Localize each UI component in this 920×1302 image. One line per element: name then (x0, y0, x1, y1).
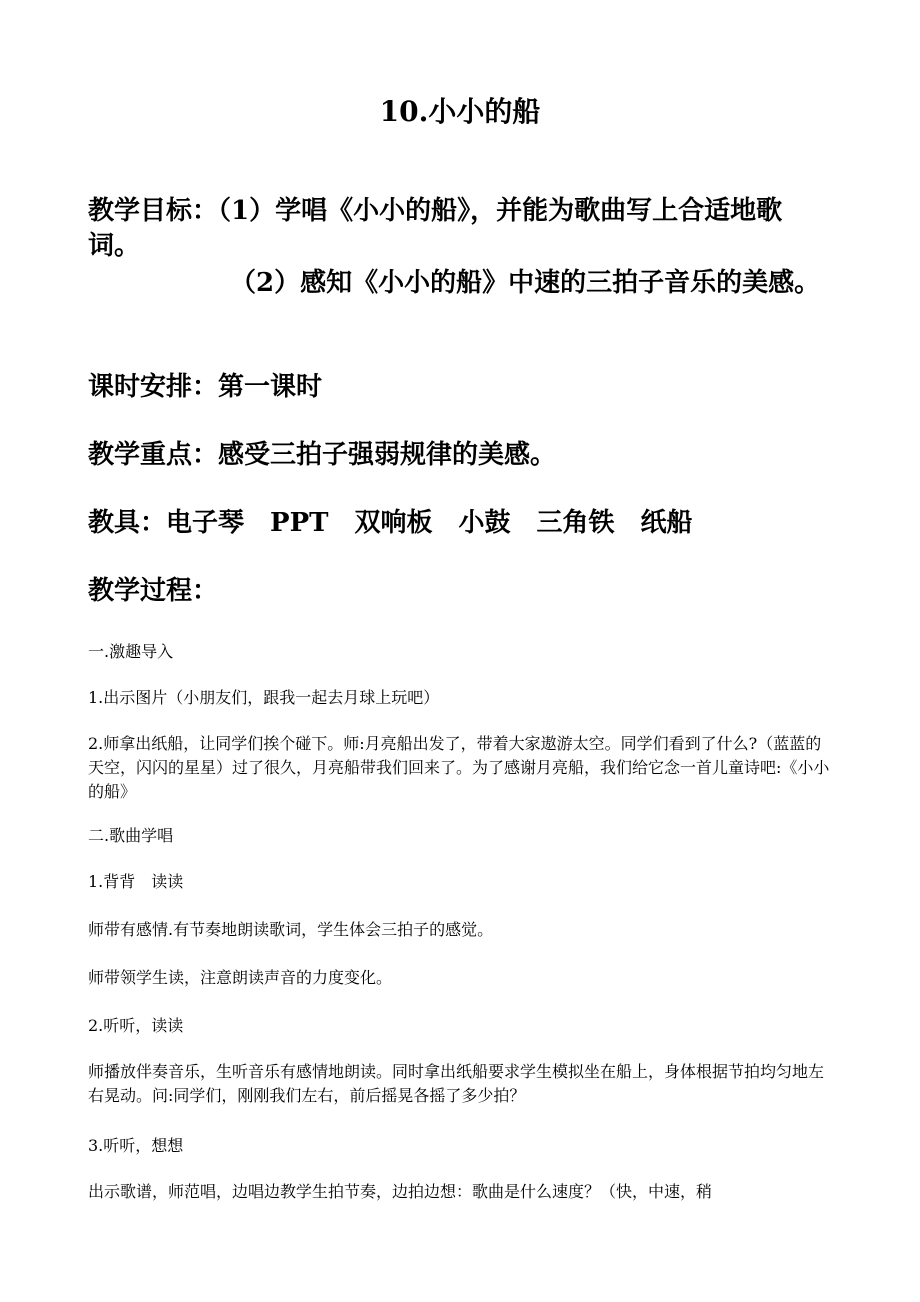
tool-item: 三角铁 (536, 508, 615, 538)
page-title: 10.小小的船 (379, 95, 541, 128)
schedule-line: 课时安排：第一课时 (88, 372, 323, 402)
step-label: 读读 (151, 872, 184, 891)
paragraph: 2.听听，读读 (88, 1016, 184, 1035)
tool-item: 小鼓 (458, 508, 511, 538)
step-label: 1.背背 (88, 872, 136, 891)
paragraph: 师带有感情.有节奏地朗读歌词，学生体会三拍子的感觉。 (88, 920, 494, 939)
paragraph: 出示歌谱，师范唱，边唱边教学生拍节奏，边拍边想：歌曲是什么速度？（快，中速，稍 (88, 1182, 713, 1201)
paragraph: 2.师拿出纸船，让同学们挨个碰下。师:月亮船出发了，带着大家遨游太空。同学们看到了什么?（蓝蓝的天空，闪闪的星星）过了很久，月亮船带我们回来了。为了感谢月亮船，我们给它念一首儿童诗吧:《小小的船》 (88, 734, 830, 801)
paragraph: 3.听听，想想 (88, 1136, 184, 1155)
section-heading: 一.激趣导入 (88, 642, 174, 661)
paragraph: 师播放伴奏音乐，生听音乐有感情地朗读。同时拿出纸船要求学生模拟坐在船上，身体根据节拍均匀地左右晃动。问:同学们，刚刚我们左右，前后摇晃各摇了多少拍？ (88, 1062, 825, 1105)
objective-2: （2）感知《小小的船》中速的三拍子音乐的美感。 (230, 268, 821, 298)
tool-item: 电子琴 (166, 508, 245, 538)
tools-line (88, 506, 832, 541)
objectives-label: 教学目标： (88, 196, 219, 226)
objective-1 (88, 194, 832, 264)
tool-item: PPT (270, 508, 329, 538)
tools-label: 教具： (88, 508, 167, 538)
keypoint-line: 教学重点：感受三拍子强弱规律的美感。 (88, 440, 557, 470)
paragraph (88, 870, 832, 894)
tool-item: 纸船 (640, 508, 693, 538)
paragraph: 师带领学生读，注意朗读声音的力度变化。 (88, 968, 393, 987)
tool-item: 双响板 (354, 508, 433, 538)
section-heading: 二.歌曲学唱 (88, 826, 174, 845)
paragraph: 1.出示图片（小朋友们，跟我一起去月球上玩吧） (88, 688, 440, 707)
process-heading: 教学过程： (88, 576, 219, 606)
objective-1-text: （1）学唱《小小的船》，并能为歌曲写上合适地歌词。 (88, 196, 783, 261)
